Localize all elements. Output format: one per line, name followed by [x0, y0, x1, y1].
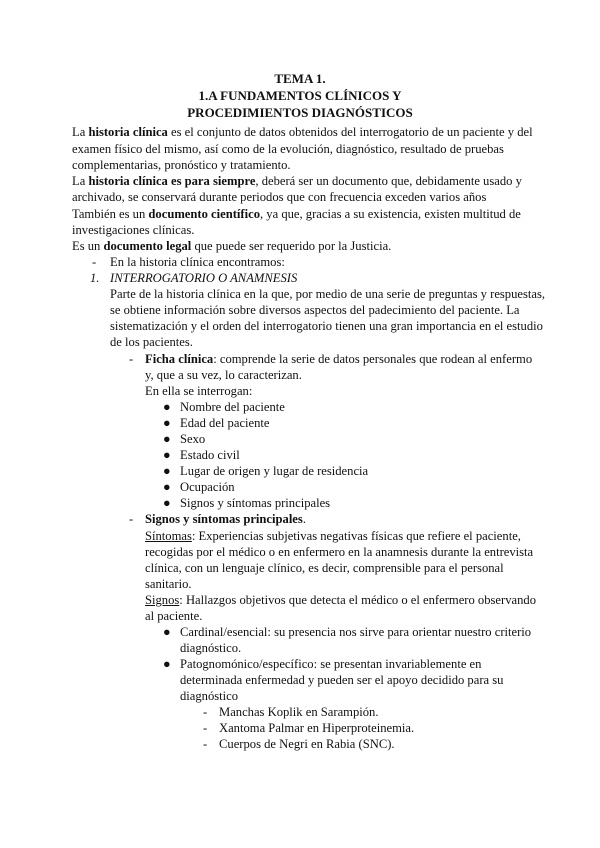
list-item: Ocupación [180, 480, 235, 494]
intro-p1-line1: La historia clínica es el conjunto de datos obtenidos del interrogatorio de un paciente y del [72, 125, 533, 139]
signos-line1: Signos: Hallazgos objetivos que detecta el médico o el enfermero observando [145, 593, 536, 607]
signos-line2: al paciente. [145, 609, 203, 623]
list-item: Nombre del paciente [180, 400, 285, 414]
bullet-icon: ● [163, 416, 171, 430]
bullet-icon: ● [163, 657, 171, 671]
dash-marker: - [203, 737, 208, 751]
example-item: Cuerpos de Negri en Rabia (SNC). [219, 737, 395, 751]
doc-title: TEMA 1. [274, 71, 326, 86]
intro-p3-line2: investigaciones clínicas. [72, 223, 195, 237]
ficha-line3: En ella se interrogan: [145, 384, 253, 398]
bullet-icon: ● [163, 432, 171, 446]
section-para-line1: Parte de la historia clínica en la que, por medio de una serie de preguntas y respuestas, [110, 287, 546, 301]
bullet-icon: ● [163, 464, 171, 478]
example-item: Manchas Koplik en Sarampión. [219, 705, 379, 719]
ficha-line1: Ficha clínica: comprende la serie de datos personales que rodean al enfermo [145, 352, 533, 366]
intro-p1-line3: complementarias, pronóstico y tratamiento. [72, 158, 291, 172]
sintomas-line4: sanitario. [145, 577, 192, 591]
doc-subtitle-line2: PROCEDIMIENTOS DIAGNÓSTICOS [187, 105, 413, 120]
section-para-line3: sistematización y el orden del interrogatorio tienen una gran importancia en el estudio [110, 319, 543, 333]
bullet-icon: ● [163, 480, 171, 494]
patognomonico-line3: diagnóstico [180, 689, 239, 703]
dash-marker: - [203, 721, 208, 735]
cardinal-line2: diagnóstico. [180, 641, 242, 655]
bullet-icon: ● [163, 400, 171, 414]
sintomas-line2: recogidas por el médico o en enfermero en la anamnesis durante la entrevista [145, 545, 534, 559]
section-para-line4: de los pacientes. [110, 335, 193, 349]
term-ficha-clinica: Ficha clínica [145, 352, 214, 366]
term-documento-cientifico: documento científico [148, 207, 260, 221]
bullet-icon: ● [163, 496, 171, 510]
term-historia-clinica: historia clínica [88, 125, 168, 139]
signos-heading: Signos y síntomas principales. [145, 512, 306, 526]
sintomas-line3: clínica, con un lenguaje clínico, es decir, comprensible para el personal [145, 561, 504, 575]
section-number: 1. [90, 271, 100, 285]
dash-marker: - [203, 705, 208, 719]
patognomonico-line2: determinada enfermedad y pueden ser el apoyo decidido para su [180, 673, 504, 687]
list-intro: En la historia clínica encontramos: [110, 255, 285, 269]
term-sintomas: Síntomas [145, 529, 192, 543]
section-para-line2: se obtiene información sobre diversos aspectos del padecimiento del paciente. La [110, 303, 520, 317]
dash-marker: - [92, 255, 97, 269]
intro-p4-line1: Es un documento legal que puede ser requerido por la Justicia. [72, 239, 392, 253]
section-title: INTERROGATORIO O ANAMNESIS [110, 271, 298, 285]
term-signos: Signos [145, 593, 180, 607]
patognomonico-line1: Patognomónico/específico: se presentan invariablemente en [180, 657, 482, 671]
intro-p2-line2: archivado, se conservará durante periodos que con frecuencia exceden varios años [72, 190, 487, 204]
list-item: Signos y síntomas principales [180, 496, 331, 510]
intro-p2-line1: La historia clínica es para siempre, deberá ser un documento que, debidamente usado y [72, 174, 522, 188]
list-item: Sexo [180, 432, 206, 446]
list-item: Edad del paciente [180, 416, 270, 430]
sintomas-line1: Síntomas: Experiencias subjetivas negativas físicas que refiere el paciente, [145, 529, 521, 543]
list-item: Estado civil [180, 448, 240, 462]
example-item: Xantoma Palmar en Hiperproteinemia. [219, 721, 415, 735]
dash-marker: - [129, 512, 134, 526]
term-documento-legal: documento legal [103, 239, 192, 253]
dash-marker: - [129, 352, 134, 366]
intro-p3-line1: También es un documento científico, ya que, gracias a su existencia, existen multitud de [72, 207, 521, 221]
cardinal-line1: Cardinal/esencial: su presencia nos sirve para orientar nuestro criterio [180, 625, 532, 639]
doc-subtitle-line1: 1.A FUNDAMENTOS CLÍNICOS Y [198, 88, 402, 103]
bullet-icon: ● [163, 625, 171, 639]
term-historia-para-siempre: historia clínica es para siempre [88, 174, 256, 188]
intro-p1-line2: examen físico del mismo, así como de la evolución, diagnóstico, resultado de pruebas [72, 142, 504, 156]
ficha-line2: y, que a su vez, lo caracterizan. [145, 368, 302, 382]
list-item: Lugar de origen y lugar de residencia [180, 464, 369, 478]
bullet-icon: ● [163, 448, 171, 462]
